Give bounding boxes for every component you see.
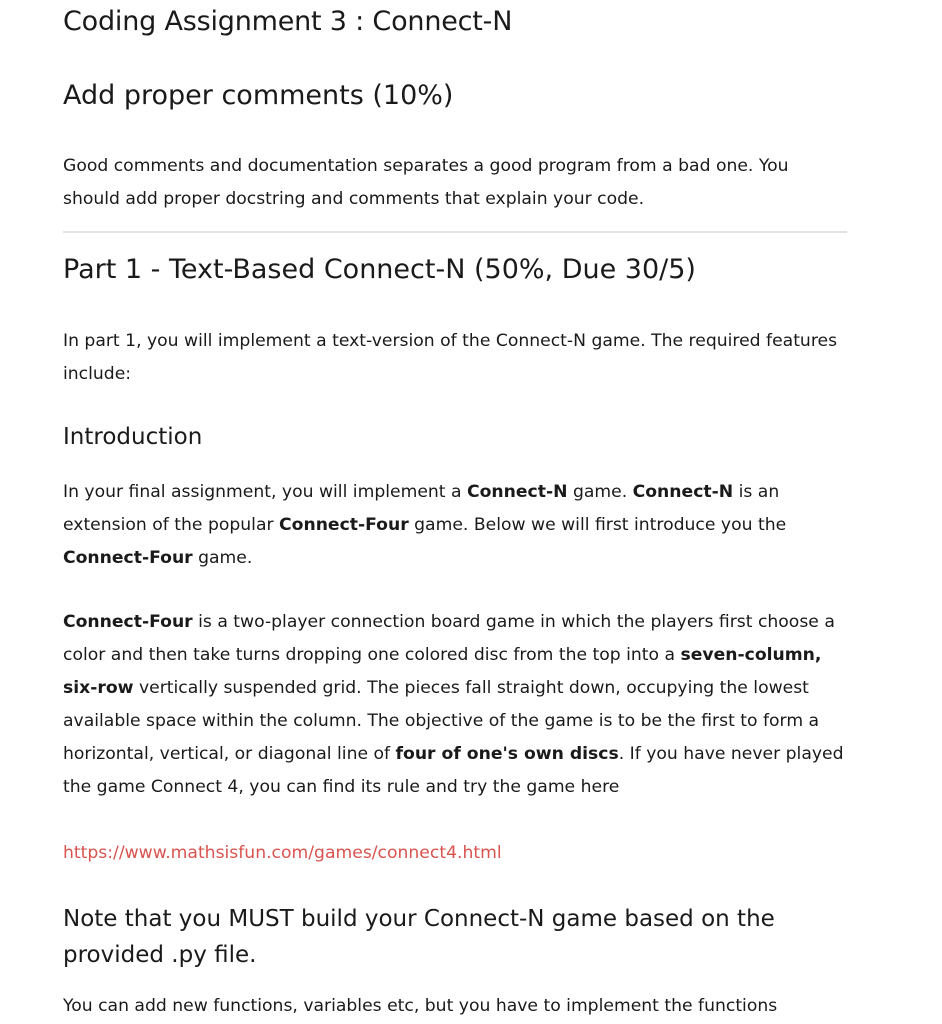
part1-line-2: include:: [63, 364, 132, 384]
part1-line-1: In part 1, you will implement a text-version of the Connect-N game. The required features: [63, 331, 838, 351]
section-divider: [63, 231, 847, 233]
page-title: Coding Assignment 3 : Connect-N: [63, 6, 513, 37]
comments-line-1: Good comments and documentation separates a good program from a bad one. You: [63, 156, 789, 176]
introduction-paragraph-2: [63, 606, 847, 804]
intro1-line-1: In your final assignment, you will implement a Connect-N game. Connect-N is an: [63, 482, 780, 502]
intro2-line-5: horizontal, vertical, or diagonal line of four of one's own discs. If you have never played: [63, 744, 844, 764]
part1-heading: Part 1 - Text-Based Connect-N (50%, Due 30/5): [63, 254, 696, 285]
intro1-line-2: extension of the popular Connect-Four game. Below we will first introduce you the: [63, 515, 787, 535]
intro2-line-6: the game Connect 4, you can find its rule and try the game here: [63, 777, 620, 797]
comments-paragraph: [63, 150, 847, 216]
note-heading-line-2: provided .py file.: [63, 942, 257, 968]
intro2-line-2: color and then take turns dropping one colored disc from the top into a seven-column,: [63, 645, 822, 665]
connect4-link[interactable]: https://www.mathsisfun.com/games/connect4.html: [63, 843, 502, 863]
intro2-line-4: available space within the column. The objective of the game is to be the first to form a: [63, 711, 820, 731]
part1-paragraph: [63, 325, 847, 391]
intro2-line-1: Connect-Four is a two-player connection board game in which the players first choose a: [63, 612, 835, 632]
introduction-heading: Introduction: [63, 424, 203, 450]
comments-line-2: should add proper docstring and comments that explain your code.: [63, 189, 645, 209]
note-heading-line-1: Note that you MUST build your Connect-N game based on the: [63, 906, 775, 932]
intro1-line-3: Connect-Four game.: [63, 548, 253, 568]
comments-heading: Add proper comments (10%): [63, 80, 454, 111]
note-heading: [63, 901, 847, 973]
note-paragraph: You can add new functions, variables etc, but you have to implement the functions: [63, 996, 778, 1016]
introduction-paragraph-1: [63, 476, 847, 575]
intro2-line-3: six-row vertically suspended grid. The pieces fall straight down, occupying the lowest: [63, 678, 809, 698]
